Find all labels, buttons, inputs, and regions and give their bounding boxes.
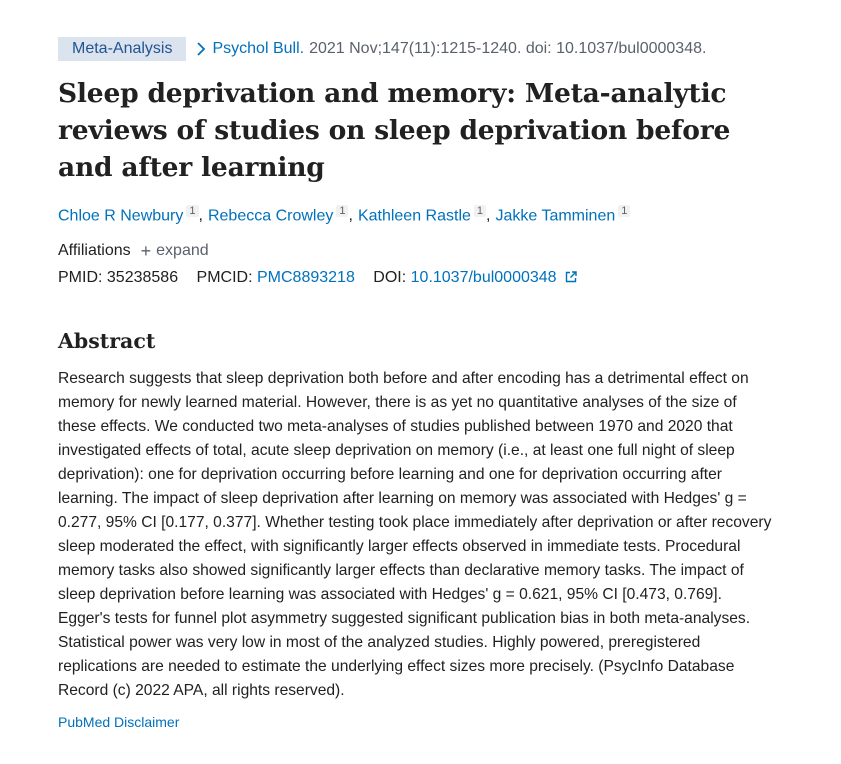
author-link[interactable]: Kathleen Rastle [357, 207, 471, 225]
authors-list [58, 200, 778, 227]
author-separator: , [198, 207, 203, 225]
author-link[interactable]: Jakke Tamminen [495, 207, 616, 225]
author-separator: , [348, 207, 353, 225]
chevron-right-icon [196, 42, 206, 56]
plus-icon: + [140, 241, 152, 262]
affiliations-label: Affiliations [58, 242, 131, 260]
affiliation-number[interactable]: 1 [186, 205, 198, 217]
expand-affiliations-button[interactable] [141, 240, 209, 262]
citation-details: 2021 Nov;147(11):1215-1240. doi: 10.1037/bul0000348. [309, 40, 707, 57]
external-link-icon[interactable] [565, 271, 577, 283]
affiliation-number[interactable]: 1 [618, 205, 630, 217]
article-title: Sleep deprivation and memory: Meta-analytic reviews of studies on sleep deprivation before and after learning [58, 78, 731, 183]
pubmed-disclaimer-link[interactable]: PubMed Disclaimer [58, 714, 180, 731]
pmcid-link[interactable]: PMC8893218 [257, 269, 355, 287]
pmid-value: 35238586 [106, 269, 179, 287]
pmcid-group [197, 269, 360, 286]
citation-row [58, 37, 778, 61]
abstract-heading: Abstract [58, 329, 156, 354]
doi-group [373, 269, 577, 286]
affiliations-row [58, 240, 778, 262]
author-separator: , [486, 207, 491, 225]
journal-link[interactable]: Psychol Bull. [212, 40, 305, 57]
doi-label: DOI: [373, 269, 407, 287]
author-link[interactable]: Chloe R Newbury [58, 207, 184, 225]
publication-type-badge: Meta-Analysis [58, 37, 186, 61]
affiliation-number[interactable]: 1 [474, 205, 486, 217]
identifiers-row [58, 267, 778, 289]
pmcid-label: PMCID: [196, 269, 253, 287]
author-link[interactable]: Rebecca Crowley [207, 207, 334, 225]
abstract-text: Research suggests that sleep deprivation both before and after encoding has a detrimental effect on memory for newly learned material. However, there is as yet no quantitative analyses of the size of these effects. We conducted two meta-analyses of studies published between 1970 and 2020 that investigated effects of total, acute sleep deprivation on memory (i.e., at least one full night of sleep deprivation): one for deprivation occurring before learning and one for deprivation occurring after learning. The impact of sleep deprivation after learning on memory was associated with Hedges' g = 0.277, 95% CI [0.177, 0.377]. Whether testing took place immediately after deprivation or after recovery sleep moderated the effect, with significantly larger effects observed in immediate tests. Procedural memory tasks also showed significantly larger effects than declarative memory tasks. The impact of sleep deprivation before learning was associated with Hedges' g = 0.621, 95% CI [0.473, 0.769]. Egger's tests for funnel plot asymmetry suggested significant publication bias in both meta-analyses. Statistical power was very low in most of the analyzed studies. Highly powered, preregistered replications are needed to estimate the underlying effect sizes more precisely. (PsycInfo Database Record (c) 2022 APA, all rights reserved). [58, 370, 772, 700]
article-page [58, 37, 778, 732]
expand-label: expand [156, 242, 209, 260]
doi-link[interactable]: 10.1037/bul0000348 [410, 269, 557, 287]
pmid-group [58, 269, 183, 286]
pmid-label: PMID: [58, 269, 103, 287]
affiliation-number[interactable]: 1 [336, 205, 348, 217]
